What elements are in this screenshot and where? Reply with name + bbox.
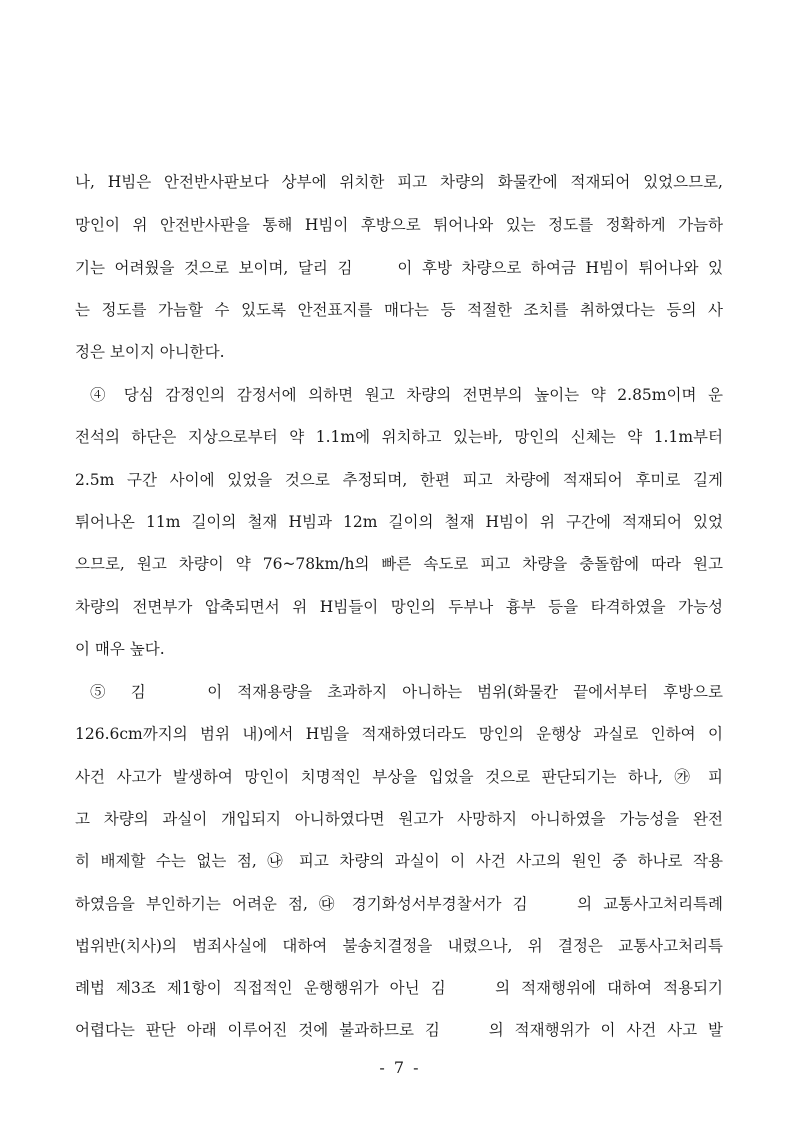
body-line-12: 이 매우 높다. — [75, 640, 165, 658]
body-line-2: 망인이 위 안전반사판을 통해 H빔이 후방으로 튀어나와 있는 정도를 정확하게 가늠하 — [75, 216, 723, 234]
paragraph-5-start: ⑤ 김 이 적재용량을 초과하지 아니하는 범위(화물칸 끝에서부터 후방으로 — [90, 683, 723, 701]
body-line-17: 히 배제할 수는 없는 점, ㉯ 피고 차량의 과실이 이 사건 사고의 원인 중 하나로 작용 — [75, 852, 723, 870]
paragraph-4-start: ④ 당심 감정인의 감정서에 의하면 원고 차량의 전면부의 높이는 약 2.85m이며 운 — [90, 386, 723, 404]
body-line-10: 으므로, 원고 차량이 약 76~78km/h의 빠른 속도로 피고 차량을 충돌함에 따라 원고 — [75, 555, 723, 573]
body-line-1: 나, H빔은 안전반사판보다 상부에 위치한 피고 차량의 화물칸에 적재되어 있었으므로, — [75, 173, 723, 191]
body-line-7: 전석의 하단은 지상으로부터 약 1.1m에 위치하고 있는바, 망인의 신체는 약 1.1m부터 — [75, 428, 723, 446]
body-line-4: 는 정도를 가늠할 수 있도록 안전표지를 매다는 등 적절한 조치를 취하였다는 등의 사 — [75, 301, 723, 319]
body-line-20: 례법 제3조 제1항이 직접적인 운행행위가 아닌 김 의 적재행위에 대하여 적용되기 — [75, 979, 723, 997]
body-line-3: 기는 어려웠을 것으로 보이며, 달리 김 이 후방 차량으로 하여금 H빔이 튀어나와 있 — [75, 259, 723, 277]
body-line-9: 튀어나온 11m 길이의 철재 H빔과 12m 길이의 철재 H빔이 위 구간에 적재되어 있었 — [75, 513, 723, 531]
page-number: - 7 - — [379, 1058, 421, 1077]
body-line-11: 차량의 전면부가 압축되면서 위 H빔들이 망인의 두부나 흉부 등을 타격하였을 가능성 — [75, 598, 723, 616]
body-line-15: 사건 사고가 발생하여 망인이 치명적인 부상을 입었을 것으로 판단되기는 하나, ㉮ 피 — [75, 768, 723, 786]
body-line-14: 126.6cm까지의 범위 내)에서 H빔을 적재하였더라도 망인의 운행상 과실로 인하여 이 — [75, 725, 723, 743]
body-line-19: 법위반(치사)의 범죄사실에 대하여 불송치결정을 내렸으나, 위 결정은 교통사고처리특 — [75, 937, 723, 955]
body-line-8: 2.5m 구간 사이에 있었을 것으로 추정되며, 한편 피고 차량에 적재되어 후미로 길게 — [75, 471, 723, 489]
body-line-16: 고 차량의 과실이 개입되지 아니하였다면 원고가 사망하지 아니하였을 가능성을 완전 — [75, 810, 723, 828]
body-line-18: 하였음을 부인하기는 어려운 점, ㉰ 경기화성서부경찰서가 김 의 교통사고처리특례 — [75, 895, 723, 913]
body-line-21: 어렵다는 판단 아래 이루어진 것에 불과하므로 김 의 적재행위가 이 사건 사고 발 — [75, 1021, 723, 1039]
body-line-5: 정은 보이지 아니한다. — [75, 343, 225, 361]
